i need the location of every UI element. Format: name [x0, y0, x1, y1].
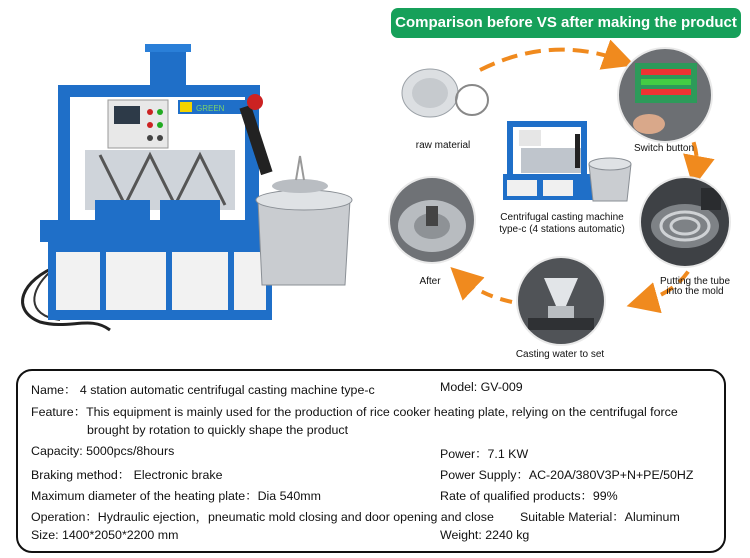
spec-power: Power：7.1 KW	[440, 447, 529, 461]
spec-braking: Braking method： Electronic brake	[31, 468, 223, 482]
raw-material-image	[400, 55, 490, 125]
spec-power-supply: Power Supply：AC-20A/380V3P+N+PE/50HZ	[440, 468, 694, 482]
spec-name: Name： 4 station automatic centrifugal casting machine type-c	[31, 383, 375, 397]
spec-size: Size: 1400*2050*2200 mm	[31, 528, 179, 542]
caption-raw-material: raw material	[415, 140, 471, 151]
comparison-banner: Comparison before VS after making the product	[391, 8, 741, 38]
casting-water-photo	[516, 256, 606, 346]
spec-qualified-rate: Rate of qualified products：99%	[440, 489, 618, 503]
caption-switch-button: Switch button	[633, 143, 695, 154]
caption-after: After	[419, 276, 441, 287]
spec-operation: Operation：Hydraulic ejection，pneumatic mold closing and door opening and close	[31, 510, 494, 524]
caption-tube-line1: Putting the tube	[659, 276, 731, 287]
machine-photo	[0, 30, 380, 360]
spec-model: Model: GV-009	[440, 380, 523, 394]
spec-feature-line2: brought by rotation to quickly shape the product	[87, 423, 349, 437]
caption-machine-line1: Centrifugal casting machine	[500, 212, 624, 223]
spec-feature-line1: Feature：This equipment is mainly used for the production of rice cooker heating plate, relying on the centrifugal force	[31, 405, 678, 419]
after-product-photo	[388, 176, 476, 264]
caption-casting: Casting water to set	[515, 349, 605, 360]
centrifugal-machine-image	[497, 116, 637, 206]
putting-tube-photo	[639, 176, 731, 268]
brand-logo: GREEN	[196, 104, 225, 113]
spec-material: Suitable Material：Aluminum	[520, 510, 680, 524]
caption-tube-line2: into the mold	[666, 286, 724, 297]
spec-max-diameter: Maximum diameter of the heating plate：Dia 540mm	[31, 489, 321, 503]
spec-weight: Weight: 2240 kg	[440, 528, 530, 542]
caption-machine-line2: type-c (4 stations automatic)	[499, 224, 625, 235]
spec-capacity: Capacity: 5000pcs/8hours	[31, 444, 175, 458]
